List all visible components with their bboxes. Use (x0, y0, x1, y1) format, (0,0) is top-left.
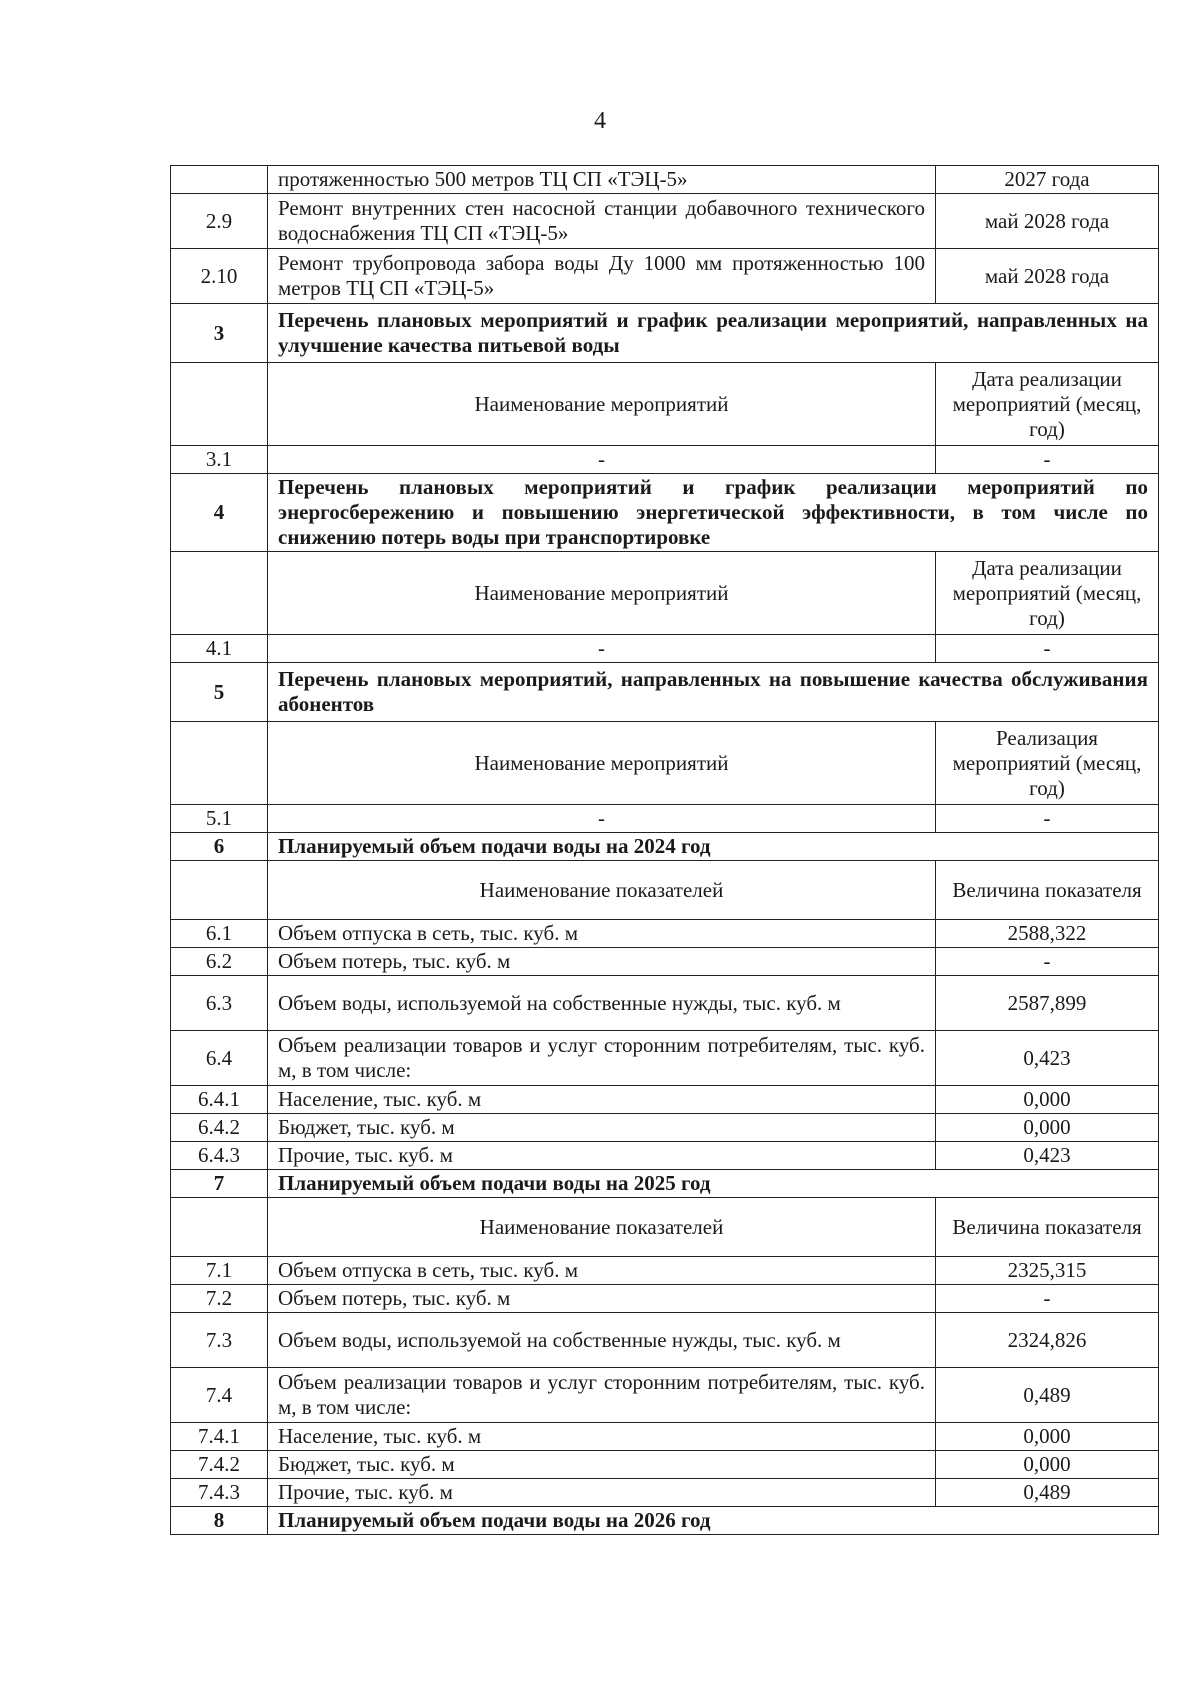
column-header-value: Реализация мероприятий (месяц, год) (936, 722, 1159, 805)
row-description: Объем реализации товаров и услуг сторонним потребителям, тыс. куб. м, в том числе: (268, 1368, 936, 1423)
row-number: 7.2 (171, 1285, 268, 1313)
table-row (171, 1368, 1159, 1423)
row-number: 7.4.3 (171, 1479, 268, 1507)
row-description: - (268, 635, 936, 663)
measures-table (170, 165, 1159, 1535)
section-title: Планируемый объем подачи воды на 2025 год (268, 1170, 1159, 1198)
column-header-value: Дата реализации мероприятий (месяц, год) (936, 363, 1159, 446)
column-header-value: Величина показателя (936, 861, 1159, 920)
row-value: - (936, 635, 1159, 663)
row-description: Ремонт внутренних стен насосной станции добавочного технического водоснабжения ТЦ СП «ТЭЦ-5» (268, 194, 936, 249)
row-value: 0,489 (936, 1368, 1159, 1423)
row-value: 2325,315 (936, 1257, 1159, 1285)
row-number (171, 1198, 268, 1257)
table-row (171, 446, 1159, 474)
section-row (171, 833, 1159, 861)
row-value: 0,000 (936, 1423, 1159, 1451)
row-description: Прочие, тыс. куб. м (268, 1142, 936, 1170)
row-number: 6.2 (171, 948, 268, 976)
row-description: - (268, 805, 936, 833)
table-row (171, 948, 1159, 976)
row-number (171, 722, 268, 805)
row-number: 6.4.3 (171, 1142, 268, 1170)
table-row (171, 194, 1159, 249)
row-value: 0,489 (936, 1479, 1159, 1507)
table-row (171, 249, 1159, 304)
row-description: - (268, 446, 936, 474)
row-value: - (936, 446, 1159, 474)
column-header-name: Наименование показателей (268, 861, 936, 920)
row-value: - (936, 805, 1159, 833)
row-number: 2.10 (171, 249, 268, 304)
row-number: 5 (171, 663, 268, 722)
row-number: 6.1 (171, 920, 268, 948)
row-value: 0,423 (936, 1031, 1159, 1086)
row-number: 6.4 (171, 1031, 268, 1086)
table-row (171, 166, 1159, 194)
table-row (171, 635, 1159, 663)
row-number (171, 861, 268, 920)
table-row (171, 1142, 1159, 1170)
table-row (171, 1114, 1159, 1142)
row-number: 7.3 (171, 1313, 268, 1368)
table-row (171, 1423, 1159, 1451)
row-value: - (936, 948, 1159, 976)
row-number: 3 (171, 304, 268, 363)
row-number: 8 (171, 1507, 268, 1535)
row-description: Объем отпуска в сеть, тыс. куб. м (268, 1257, 936, 1285)
row-description: Ремонт трубопровода забора воды Ду 1000 мм протяженностью 100 метров ТЦ СП «ТЭЦ-5» (268, 249, 936, 304)
row-description: Объем отпуска в сеть, тыс. куб. м (268, 920, 936, 948)
row-value: май 2028 года (936, 249, 1159, 304)
table-row (171, 1479, 1159, 1507)
table-row (171, 1031, 1159, 1086)
column-header-name: Наименование показателей (268, 1198, 936, 1257)
row-description: Прочие, тыс. куб. м (268, 1479, 936, 1507)
section-row (171, 1170, 1159, 1198)
header-row (171, 363, 1159, 446)
section-row (171, 304, 1159, 363)
header-row (171, 552, 1159, 635)
measures-table-body (171, 166, 1159, 1535)
row-value: 0,000 (936, 1086, 1159, 1114)
page-number: 4 (594, 108, 606, 134)
row-number: 2.9 (171, 194, 268, 249)
row-value: 2324,826 (936, 1313, 1159, 1368)
row-number (171, 552, 268, 635)
row-number: 4.1 (171, 635, 268, 663)
header-row (171, 1198, 1159, 1257)
row-description: Объем воды, используемой на собственные нужды, тыс. куб. м (268, 1313, 936, 1368)
row-number: 4 (171, 474, 268, 552)
section-row (171, 663, 1159, 722)
section-title: Планируемый объем подачи воды на 2024 год (268, 833, 1159, 861)
row-value: 0,423 (936, 1142, 1159, 1170)
column-header-name: Наименование мероприятий (268, 363, 936, 446)
row-number: 7.4.1 (171, 1423, 268, 1451)
row-number (171, 166, 268, 194)
row-value: - (936, 1285, 1159, 1313)
table-row (171, 805, 1159, 833)
row-number (171, 363, 268, 446)
row-description: протяженностью 500 метров ТЦ СП «ТЭЦ-5» (268, 166, 936, 194)
column-header-value: Величина показателя (936, 1198, 1159, 1257)
row-number: 6.4.2 (171, 1114, 268, 1142)
row-description: Бюджет, тыс. куб. м (268, 1451, 936, 1479)
section-title: Планируемый объем подачи воды на 2026 год (268, 1507, 1159, 1535)
row-description: Объем потерь, тыс. куб. м (268, 948, 936, 976)
row-value: 2587,899 (936, 976, 1159, 1031)
section-row (171, 474, 1159, 552)
row-value: 2588,322 (936, 920, 1159, 948)
row-number: 7 (171, 1170, 268, 1198)
section-title: Перечень плановых мероприятий, направленных на повышение качества обслуживания абонентов (268, 663, 1159, 722)
row-value: май 2028 года (936, 194, 1159, 249)
table-row (171, 1313, 1159, 1368)
section-title: Перечень плановых мероприятий и график реализации мероприятий по энергосбережению и повышению энергетической эффективности, в том числе по снижению потерь воды при транспортировке (268, 474, 1159, 552)
row-number: 6.4.1 (171, 1086, 268, 1114)
table-row (171, 1257, 1159, 1285)
row-value: 0,000 (936, 1114, 1159, 1142)
table-row (171, 1451, 1159, 1479)
header-row (171, 722, 1159, 805)
row-number: 6.3 (171, 976, 268, 1031)
row-number: 5.1 (171, 805, 268, 833)
row-description: Бюджет, тыс. куб. м (268, 1114, 936, 1142)
row-number: 7.1 (171, 1257, 268, 1285)
row-description: Население, тыс. куб. м (268, 1086, 936, 1114)
row-number: 6 (171, 833, 268, 861)
column-header-name: Наименование мероприятий (268, 552, 936, 635)
row-description: Объем воды, используемой на собственные нужды, тыс. куб. м (268, 976, 936, 1031)
row-description: Объем реализации товаров и услуг сторонним потребителям, тыс. куб. м, в том числе: (268, 1031, 936, 1086)
row-number: 7.4.2 (171, 1451, 268, 1479)
table-row (171, 920, 1159, 948)
table-row (171, 1285, 1159, 1313)
row-number: 3.1 (171, 446, 268, 474)
column-header-name: Наименование мероприятий (268, 722, 936, 805)
section-row (171, 1507, 1159, 1535)
table-row (171, 1086, 1159, 1114)
section-title: Перечень плановых мероприятий и график реализации мероприятий, направленных на улучшение качества питьевой воды (268, 304, 1159, 363)
row-number: 7.4 (171, 1368, 268, 1423)
row-description: Объем потерь, тыс. куб. м (268, 1285, 936, 1313)
row-value: 2027 года (936, 166, 1159, 194)
row-value: 0,000 (936, 1451, 1159, 1479)
header-row (171, 861, 1159, 920)
row-description: Население, тыс. куб. м (268, 1423, 936, 1451)
column-header-value: Дата реализации мероприятий (месяц, год) (936, 552, 1159, 635)
table-row (171, 976, 1159, 1031)
